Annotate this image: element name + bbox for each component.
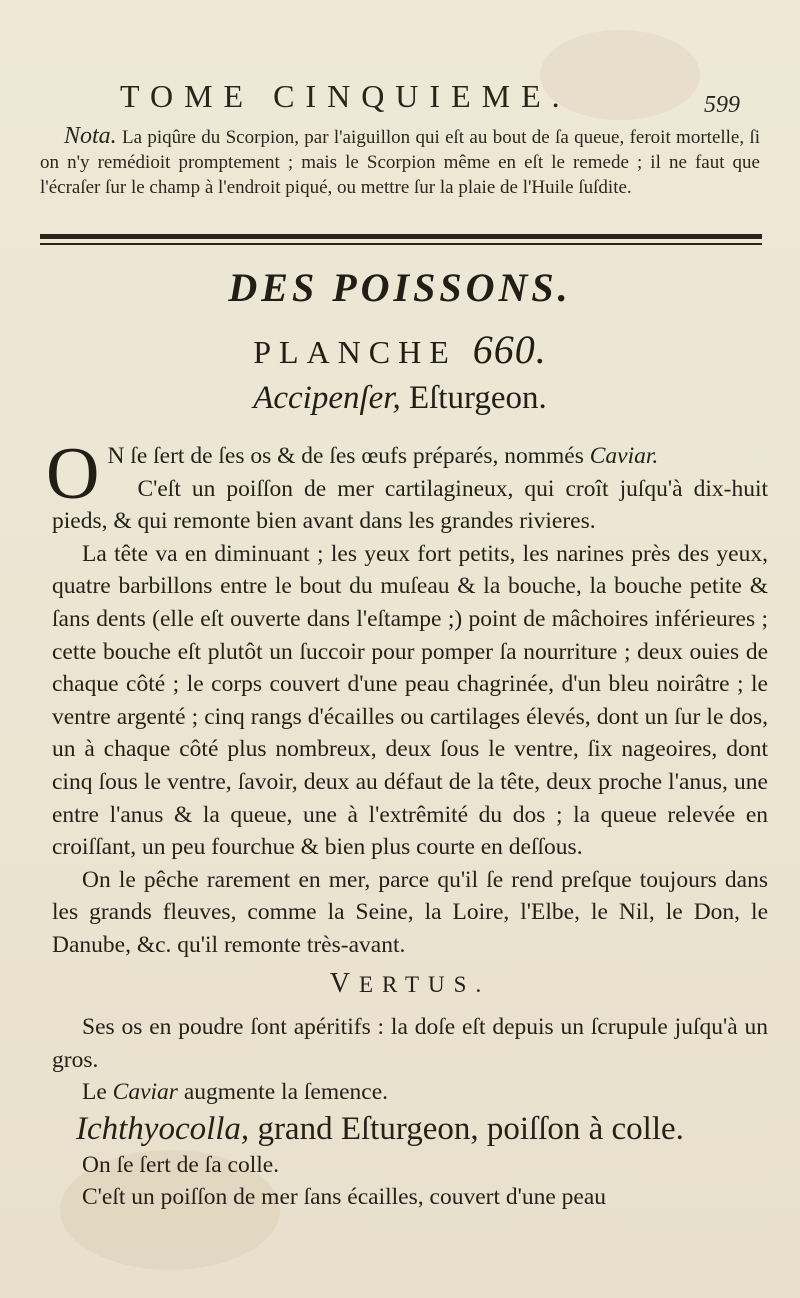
paragraph-8: On ſe ſert de ſa colle. (82, 1151, 280, 1178)
planche-label: PLANCHE (253, 334, 457, 370)
paragraph-1-italic: Caviar. (589, 443, 659, 469)
paragraph-6-italic: Caviar (112, 1079, 178, 1106)
section-title: DES POISSONS. (228, 265, 572, 310)
subtitle-french: Eſturgeon. (408, 380, 547, 416)
body-text (46, 433, 768, 1214)
nota-text: La piqûre du Scorpion, par l'aiguillon qui eſt au bout de ſa queue, feroit mortelle, ſi on n'y remédioit promptement ; mais le Scorpion même en eſt le remede ; il ne faut que l'écraſer ſur le champ à l'endroit piqué, ou mettre ſur la plaie de l'Huile ſuſdite. (40, 127, 761, 198)
paragraph-9: C'eſt un poiſſon de mer ſans écailles, couvert d'une peau (82, 1184, 606, 1211)
page-header (120, 78, 740, 118)
nota-paragraph (40, 124, 760, 200)
vertus-cap: V (329, 967, 359, 999)
vertus-rest: ERTUS. (359, 971, 491, 997)
section-rule-thick (40, 234, 762, 239)
drop-cap: O (46, 433, 100, 515)
paragraph-2: C'eſt un poiſſon de mer cartilagineux, qui croît juſqu'à dix-huit pieds, & qui remonte bien avant dans les grandes rivieres. (52, 475, 768, 535)
ichthyocolla-french: grand Eſturgeon, poiſſon à colle. (257, 1110, 684, 1147)
paragraph-6-rest: augmente la ſemence. (183, 1079, 389, 1106)
ichthyocolla-latin: Ichthyocolla, (76, 1110, 250, 1147)
entry-subtitle (0, 380, 800, 417)
ichthyocolla-entry (52, 1109, 768, 1149)
subtitle-latin: Accipenſer, (253, 380, 401, 416)
paragraph-4: On le pêche rarement en mer, parce qu'il ſe rend preſque toujours dans les grands fleuves, comme la Seine, la Loire, l'Elbe, le Nil, le Don, le Danube, &c. qu'il remonte très-avant. (52, 866, 768, 958)
paragraph-3: La tête va en diminuant ; les yeux fort petits, les narines près des yeux, quatre barbillons entre le bout du muſeau & la bouche, la bouche petite & ſans dents (elle eſt ouverte dans l'eſtampe ;) point de mâchoires inférieures ; cette bouche eſt plutôt un ſuccoir pour pomper ſa nourriture ; deux ouies de chaque côté ; le corps couvert d'une peau chagrinée, d'un bleu noirâtre ; le ventre argenté ; cinq rangs d'écailles ou cartilages élevés, dont un ſur le dos, un à chaque côté plus nombreux, deux ſous le ventre, ſix nageoires, dont cinq ſous le ventre, ſavoir, deux au défaut de la tête, deux proche l'anus, une entre l'anus & la queue, une à l'extrêmité du dos ; la queue relevée en croiſſant, un peu fourchue & bien plus courte en deſſous. (52, 540, 768, 861)
paragraph-5: Ses os en poudre ſont apéritifs : la doſe eſt depuis un ſcrupule juſqu'à un gros. (52, 1014, 768, 1073)
nota-lead: Nota. (64, 123, 117, 149)
planche-heading (0, 326, 800, 373)
paragraph-6 (52, 1076, 768, 1109)
paragraph-1-text: N ſe ſert de ſes os & de ſes œufs préparés, nommés (107, 443, 584, 469)
paragraph-6-prefix: Le (82, 1079, 107, 1106)
page-number: 599 (704, 92, 740, 118)
section-rule-thin (40, 243, 762, 245)
vertus-heading (52, 968, 768, 1002)
planche-number: 660. (472, 327, 547, 372)
running-title: TOME CINQUIEME. (120, 78, 571, 114)
